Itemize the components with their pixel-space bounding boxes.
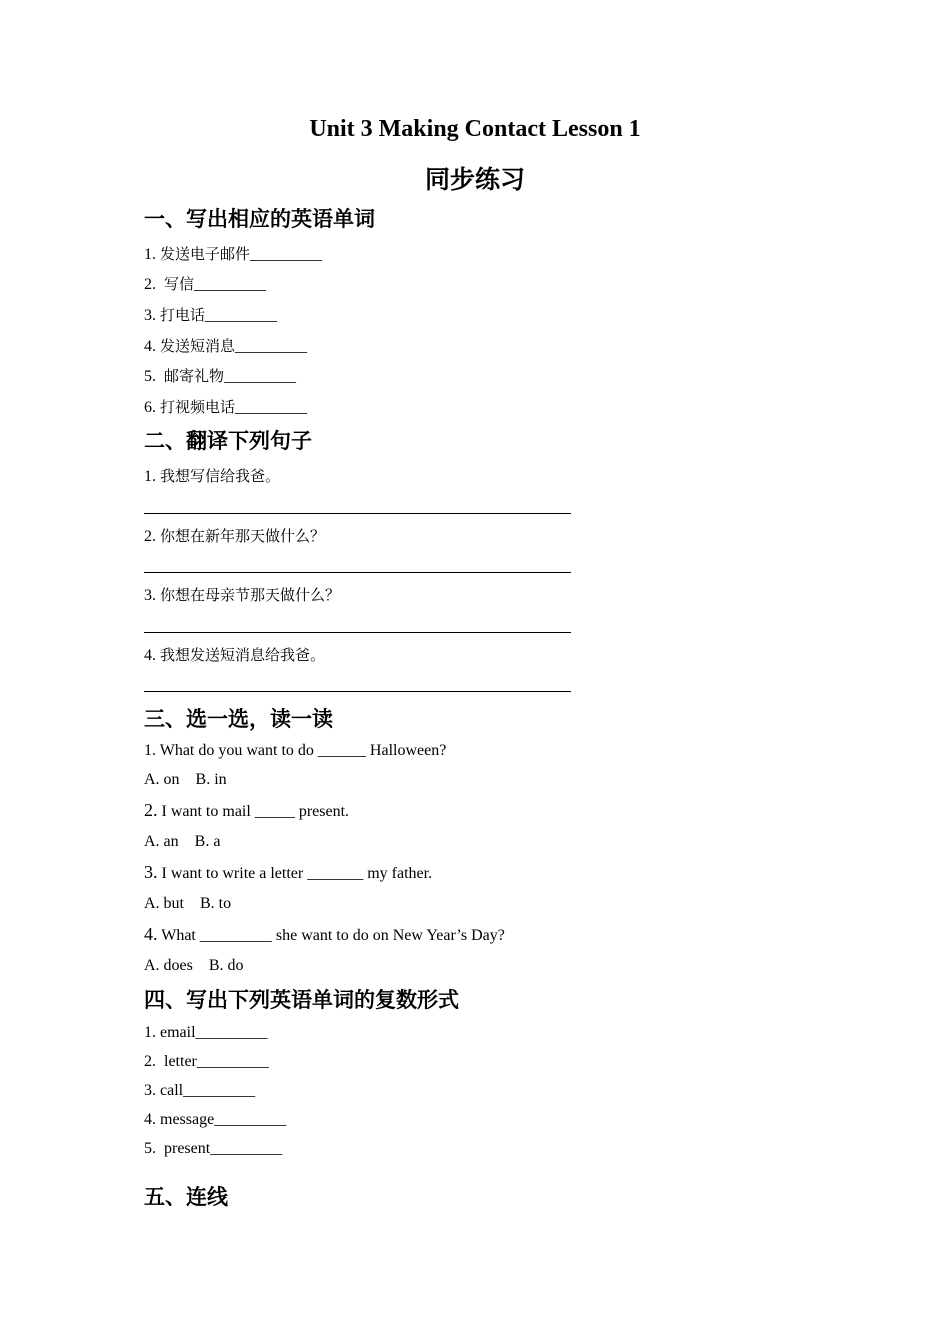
question-item: 3. I want to write a letter _______ my father. (144, 862, 433, 882)
list-item: 3. 你想在母亲节那天做什么？ (144, 586, 341, 604)
list-item: 4. message_________ (144, 1111, 287, 1128)
question-options: A. on B. in (144, 771, 227, 788)
answer-line (144, 572, 571, 573)
list-item: 5. 邮寄礼物_________ (144, 367, 297, 385)
list-item: 3. call_________ (144, 1082, 256, 1099)
list-item: 4. 发送短消息_________ (144, 337, 308, 355)
list-item: 5. present_________ (144, 1140, 283, 1157)
list-item: 2. letter_________ (144, 1053, 269, 1070)
list-item: 1. email_________ (144, 1024, 268, 1041)
question-item: 1. What do you want to do ______ Halloween? (144, 742, 447, 759)
question-options: A. but B. to (144, 895, 232, 912)
answer-line (144, 513, 571, 514)
question-item: 2. I want to mail _____ present. (144, 800, 350, 820)
list-item: 3. 打电话_________ (144, 306, 278, 324)
list-item: 2. 你想在新年那天做什么？ (144, 527, 326, 545)
question-options: A. an B. a (144, 833, 221, 850)
worksheet-subtitle: 同步练习 (424, 165, 525, 194)
list-item: 2. 写信_________ (144, 275, 267, 293)
section2-heading: 二、翻译下列句子 (144, 429, 312, 453)
section4-heading: 四、写出下列英语单词的复数形式 (144, 988, 459, 1012)
answer-line (144, 632, 571, 633)
worksheet-title: Unit 3 Making Contact Lesson 1 (309, 116, 641, 142)
question-options: A. does B. do (144, 957, 244, 974)
list-item: 6. 打视频电话_________ (144, 398, 308, 416)
question-item: 4. What _________ she want to do on New Year’s Day? (144, 924, 505, 944)
section1-heading: 一、写出相应的英语单词 (144, 207, 375, 231)
list-item: 1. 我想写信给我爸。 (144, 467, 281, 485)
list-item: 1. 发送电子邮件_________ (144, 245, 323, 263)
answer-line (144, 691, 571, 692)
list-item: 4. 我想发送短消息给我爸。 (144, 646, 326, 664)
section5-heading: 五、连线 (144, 1185, 228, 1209)
section3-heading: 三、选一选，读一读 (144, 707, 333, 731)
